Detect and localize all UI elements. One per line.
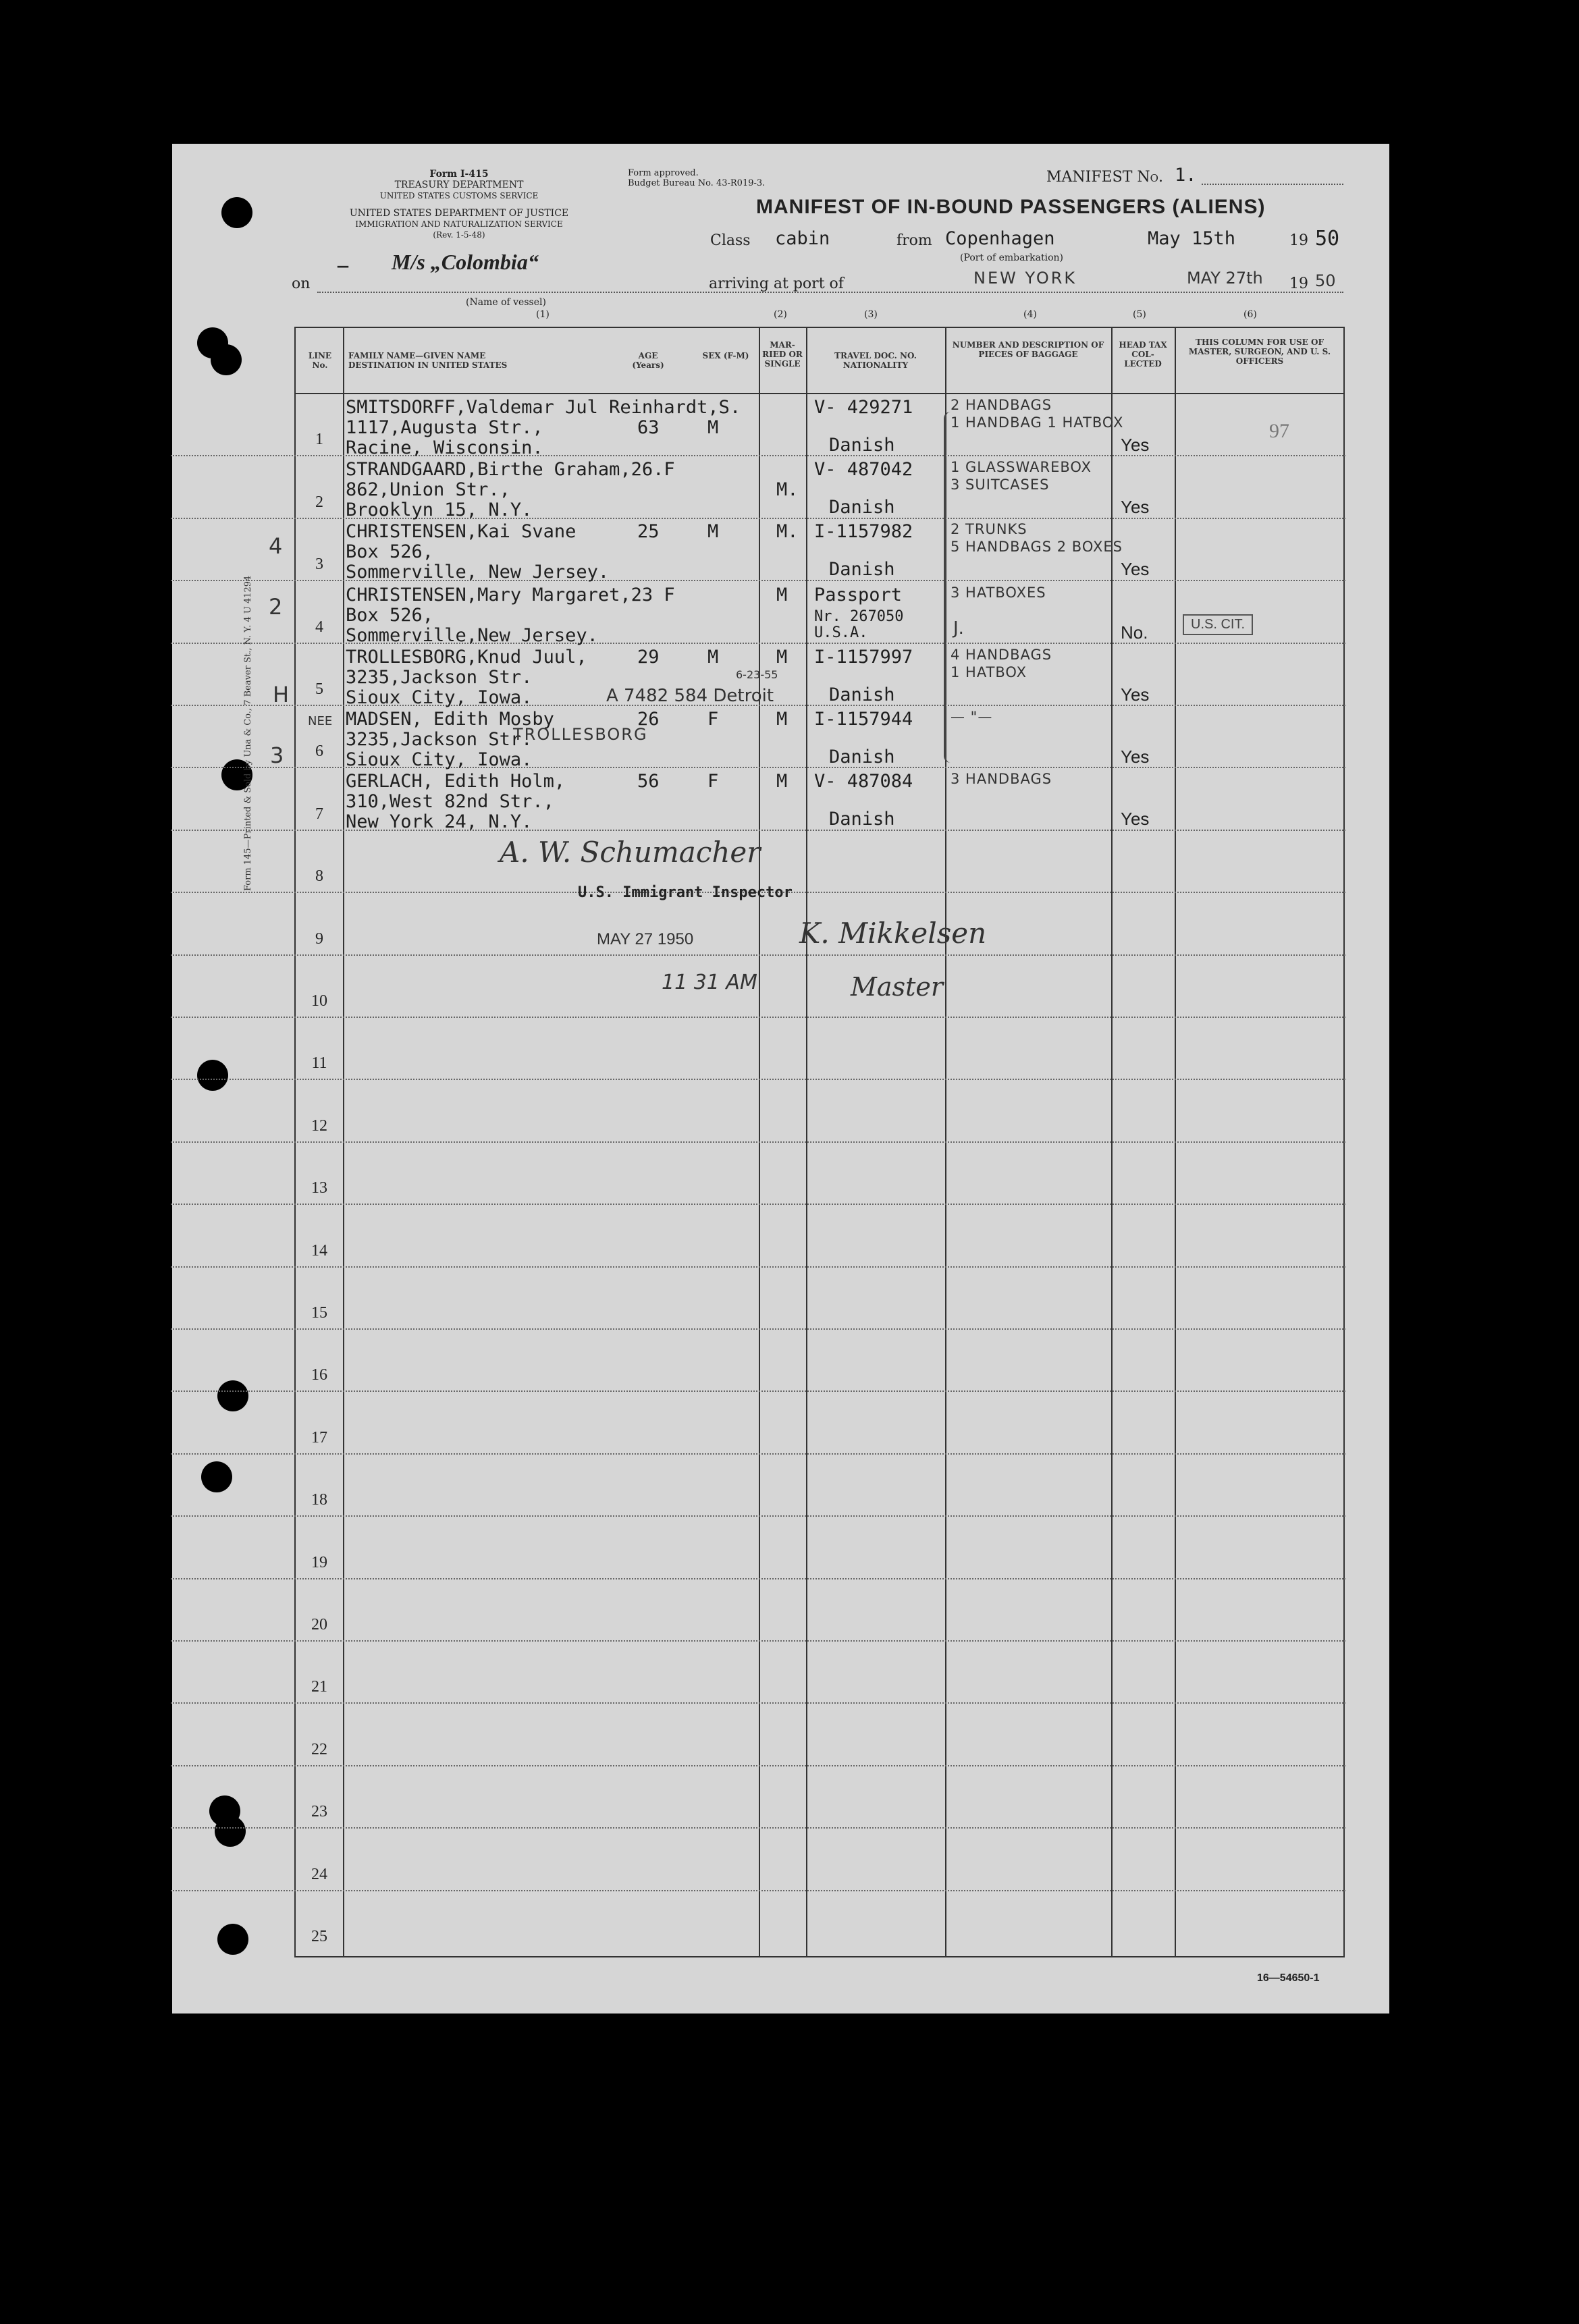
baggage-line: 3 HANDBAGS	[951, 771, 1052, 787]
passenger-name: TROLLESBORG,Knud Juul,	[346, 647, 587, 668]
head-tax-value: No.	[1121, 622, 1148, 643]
baggage-line: 2 TRUNKS	[951, 521, 1027, 537]
colnum-1: (1)	[536, 309, 550, 320]
travel-doc-number: V- 487084	[814, 771, 913, 792]
passenger-nationality: Danish	[829, 809, 895, 830]
dept-line-5: (Rev. 1-5-48)	[433, 230, 485, 240]
line-number: 23	[311, 1803, 327, 1821]
travel-doc-number: Passport	[814, 585, 903, 605]
line-number: 18	[311, 1491, 327, 1509]
line-number: 3	[315, 556, 323, 574]
line-number: 11	[311, 1054, 327, 1073]
hdr-sex: SEX (F-M)	[702, 351, 749, 360]
port-embark-note: (Port of embarkation)	[960, 252, 1063, 263]
row-separator	[171, 1890, 1345, 1891]
hdr-officers: THIS COLUMN FOR USE OF MASTER, SURGEON, AND U. S. OFFICERS	[1188, 337, 1331, 366]
row-separator	[171, 1640, 1345, 1642]
passenger-name: CHRISTENSEN,Mary Margaret,23 F	[346, 585, 675, 605]
head-tax-value: Yes	[1121, 809, 1150, 829]
row-separator	[171, 1328, 1345, 1330]
vessel-name: M/s „Colombia“	[392, 250, 539, 274]
vessel-dash-icon: –	[336, 250, 350, 281]
passenger-married: M	[776, 709, 788, 730]
vessel-line	[317, 292, 1343, 293]
baggage-brace	[944, 412, 957, 763]
line-number: 15	[311, 1304, 327, 1322]
punch-hole	[221, 197, 252, 228]
passenger-sex: F	[707, 709, 719, 730]
madsen-alias: TROLLESBORG	[513, 725, 648, 744]
passenger-age: 26	[637, 709, 660, 730]
date-arrival: MAY 27th	[1187, 269, 1263, 288]
travel-doc-number: I-1157982	[814, 521, 913, 542]
passenger-married: M	[776, 647, 788, 668]
passenger-nationality: Danish	[829, 747, 895, 767]
budget-bureau: Budget Bureau No. 43-R019-3.	[628, 178, 766, 188]
table-top-border	[294, 327, 1345, 328]
colnum-6: (6)	[1243, 309, 1257, 320]
year-from: 50	[1315, 227, 1340, 250]
line-number: 24	[311, 1865, 327, 1883]
passenger-city: Sommerville, New Jersey.	[346, 562, 610, 583]
row-separator	[171, 1578, 1345, 1579]
line-number: 5	[315, 680, 323, 698]
line-number: 9	[315, 929, 323, 948]
margin-mark-3: H	[273, 682, 290, 707]
row-separator	[171, 1266, 1345, 1268]
head-tax-value: Yes	[1121, 559, 1150, 579]
passenger-address: 862,Union Str.,	[346, 479, 510, 500]
passenger-city: Brooklyn 15, N.Y.	[346, 499, 533, 520]
passenger-married: M	[776, 585, 788, 605]
manifest-label: MANIFEST No.	[1046, 169, 1163, 186]
passenger-married: M.	[776, 479, 799, 500]
on-label: on	[292, 275, 311, 292]
dept-line-3: UNITED STATES DEPARTMENT OF JUSTICE	[349, 208, 569, 219]
trollesborg-note: A 7482 584 Detroit	[606, 686, 774, 706]
passenger-city: New York 24, N.Y.	[346, 811, 533, 832]
head-tax-value: Yes	[1121, 435, 1150, 455]
hdr-line-no: LINE No.	[308, 351, 332, 370]
inspector-title: U.S. Immigrant Inspector	[578, 884, 793, 901]
colnum-3: (3)	[864, 309, 878, 320]
passenger-nationality: Danish	[829, 497, 895, 518]
hdr-travel-doc: TRAVEL DOC. NO. NATIONALITY	[834, 351, 917, 370]
arrival-port: NEW YORK	[973, 269, 1077, 288]
line-number: 14	[311, 1241, 327, 1260]
passenger-sex: M	[707, 647, 719, 668]
passenger-name: GERLACH, Edith Holm,	[346, 771, 566, 792]
passenger-address: 1117,Augusta Str.,	[346, 417, 543, 438]
margin-mark-1: 4	[269, 533, 283, 559]
passenger-city: Racine, Wisconsin.	[346, 437, 543, 458]
line-number: 25	[311, 1928, 327, 1945]
colnum-5: (5)	[1133, 309, 1146, 320]
punch-hole	[201, 1461, 232, 1492]
dept-line-2: UNITED STATES CUSTOMS SERVICE	[379, 191, 539, 200]
signature-inspector: A. W. Schumacher	[500, 836, 761, 869]
row-separator	[171, 1017, 1345, 1018]
trollesborg-date: 6-23-55	[736, 668, 778, 681]
table-bottom-border	[294, 1956, 1345, 1957]
master-title: Master	[851, 972, 943, 1002]
passenger-age: 29	[637, 647, 660, 668]
passenger-sex: M	[707, 417, 719, 438]
line-number: 12	[311, 1116, 327, 1135]
manifest-number: 1.	[1175, 165, 1197, 186]
manifest-dots	[1202, 184, 1343, 185]
punch-hole	[211, 344, 242, 375]
vessel-note: (Name of vessel)	[466, 297, 546, 308]
line-number: 6	[315, 742, 323, 761]
year-arrival: 50	[1315, 271, 1336, 290]
passenger-sex: F	[707, 771, 719, 792]
colnum-2: (2)	[774, 309, 787, 320]
punch-hole	[217, 1924, 248, 1955]
travel-doc-number: V- 487042	[814, 459, 913, 480]
us-citizen-stamp: U.S. CIT.	[1183, 614, 1253, 635]
line-number: 4	[315, 618, 323, 636]
baggage-line: 5 HANDBAGS 2 BOXES	[951, 539, 1123, 555]
baggage-line: 1 GLASSWAREBOX	[951, 459, 1092, 475]
punch-hole	[217, 1380, 248, 1411]
margin-mark-4: 3	[270, 742, 284, 768]
form-approved: Form approved.	[628, 168, 699, 178]
line-number: 17	[311, 1428, 327, 1447]
head-tax-value: Yes	[1121, 684, 1150, 705]
from-value: Copenhagen	[945, 228, 1055, 249]
row-separator	[171, 954, 1345, 956]
passenger-address: 3235,Jackson Str.	[346, 667, 533, 688]
class-value: cabin	[775, 228, 830, 249]
stamp-date: MAY 27 1950	[597, 930, 694, 948]
officer-note: 97	[1269, 420, 1289, 442]
head-tax-value: Yes	[1121, 497, 1150, 517]
line-number: 8	[315, 867, 323, 886]
row-separator	[171, 1827, 1345, 1829]
passenger-address: Box 526,	[346, 541, 434, 562]
hdr-name: FAMILY NAME—GIVEN NAME DESTINATION IN UNITED STATES	[348, 351, 508, 370]
hdr-baggage: NUMBER AND DESCRIPTION OF PIECES OF BAGGAGE	[952, 340, 1104, 359]
passenger-age: 25	[637, 521, 660, 542]
line-number: 19	[311, 1553, 327, 1571]
side-print: Form 145—Printed & Sold by Una & Co., 7 Beaver St., N. Y. 4 U 41294	[243, 575, 253, 891]
row-separator	[171, 1702, 1345, 1704]
line-number: 1	[315, 431, 323, 449]
hdr-age: AGE (Years)	[632, 351, 664, 370]
line-number: 16	[311, 1366, 327, 1384]
baggage-line: 2 HANDBAGS	[951, 397, 1052, 413]
travel-doc-number: V- 429271	[814, 397, 913, 418]
passenger-address: 310,West 82nd Str.,	[346, 791, 554, 812]
table-header-border	[294, 393, 1345, 394]
dept-line-1: TREASURY DEPARTMENT	[394, 180, 524, 190]
passenger-name: STRANDGAARD,Birthe Graham,26.F	[346, 459, 675, 480]
signature-master: K. Mikkelsen	[799, 917, 987, 950]
line-number: 21	[311, 1678, 327, 1696]
line-number: 2	[315, 493, 323, 511]
passenger-nationality: Danish	[829, 559, 895, 580]
stamp-time: 11 31 AM	[662, 971, 757, 994]
passenger-name: MADSEN, Edith Mosby	[346, 709, 554, 730]
travel-doc-number: I-1157944	[814, 709, 913, 730]
baggage-line: 1 HATBOX	[951, 664, 1027, 680]
hdr-married: MAR-RIED OR SINGLE	[762, 340, 803, 369]
baggage-line: — "—	[951, 709, 993, 725]
passenger-nationality: Danish	[829, 435, 895, 456]
margin-mark-2: 2	[269, 594, 283, 620]
class-label: Class	[710, 232, 751, 249]
passenger-address: Box 526,	[346, 605, 434, 626]
row-separator	[171, 1204, 1345, 1205]
passenger-address: 3235,Jackson Str.	[346, 729, 533, 750]
line-number: 10	[311, 992, 327, 1010]
baggage-line: 3 SUITCASES	[951, 477, 1050, 493]
passenger-nationality: Danish	[829, 684, 895, 705]
passenger-nationality: Nr. 267050 U.S.A.	[814, 608, 904, 641]
punch-hole	[209, 1795, 240, 1827]
passenger-sex: M	[707, 521, 719, 542]
line-number: 22	[311, 1740, 327, 1758]
year-prefix: 19	[1289, 232, 1308, 249]
travel-doc-number: I-1157997	[814, 647, 913, 668]
colnum-4: (4)	[1023, 309, 1037, 320]
row-separator	[171, 1453, 1345, 1455]
passenger-name: CHRISTENSEN,Kai Svane	[346, 521, 577, 542]
passenger-name: SMITSDORFF,Valdemar Jul Reinhardt,S.	[346, 397, 741, 418]
passenger-city: Sommerville,New Jersey.	[346, 625, 598, 646]
date-from: May 15th	[1148, 228, 1236, 249]
year-prefix-2: 19	[1289, 275, 1308, 292]
passenger-age: 56	[637, 771, 660, 792]
passenger-age: 63	[637, 417, 660, 438]
passenger-city: Sioux City, Iowa.	[346, 687, 533, 708]
hdr-head-tax: HEAD TAX COL-LECTED	[1119, 340, 1167, 369]
form-footer: 16—54650-1	[1257, 1972, 1320, 1984]
madsen-prefix: NEE	[308, 714, 333, 728]
manifest-title: MANIFEST OF IN-BOUND PASSENGERS (ALIENS)	[756, 196, 1266, 218]
head-tax-value: Yes	[1121, 747, 1150, 767]
form-number: Form I-415	[429, 169, 489, 180]
punch-hole	[197, 1060, 228, 1091]
arriving-label: arriving at port of	[709, 275, 844, 292]
line-number: 13	[311, 1179, 327, 1197]
dept-line-4: IMMIGRATION AND NATURALIZATION SERVICE	[355, 219, 563, 229]
line-number: 20	[311, 1616, 327, 1633]
row-separator	[171, 1515, 1345, 1517]
row-separator	[171, 1765, 1345, 1766]
row-separator	[171, 1079, 1345, 1080]
passenger-married: M.	[776, 521, 799, 542]
baggage-line: 1 HANDBAG 1 HATBOX	[951, 414, 1124, 431]
baggage-line: 4 HANDBAGS	[951, 647, 1052, 663]
cit-suffix: J.	[953, 618, 964, 639]
row-separator	[171, 1141, 1345, 1143]
row-separator	[171, 1390, 1345, 1392]
passenger-city: Sioux City, Iowa.	[346, 749, 533, 770]
passenger-married: M	[776, 771, 788, 792]
baggage-line: 3 HATBOXES	[951, 585, 1046, 601]
from-label: from	[896, 232, 932, 249]
line-number: 7	[315, 805, 323, 823]
